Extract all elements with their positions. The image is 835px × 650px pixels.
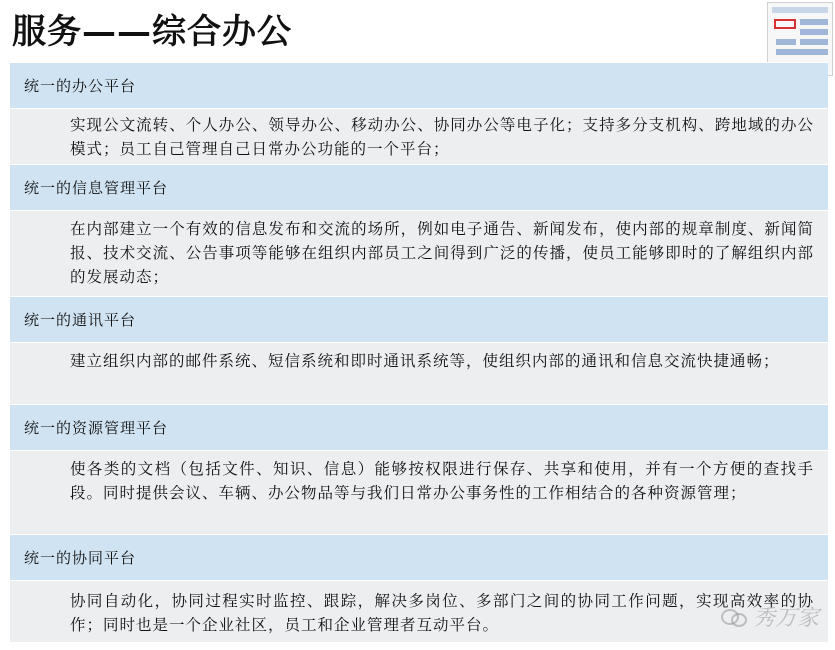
section-heading: 统一的办公平台 (10, 62, 828, 108)
section-body: 建立组织内部的邮件系统、短信系统和即时通讯系统等，使组织内部的通讯和信息交流快捷通畅； (10, 342, 828, 404)
section-body: 实现公文流转、个人办公、领导办公、移动办公、协同办公等电子化；支持多分支机构、跨地域的办公模式；员工自己管理自己日常办公功能的一个平台； (10, 108, 828, 164)
section-heading: 统一的信息管理平台 (10, 164, 828, 210)
watermark (721, 601, 819, 632)
section-heading: 统一的协同平台 (10, 534, 828, 580)
wechat-icon (721, 607, 747, 627)
page-title: 服务——综合办公 (12, 12, 292, 52)
section-body: 协同自动化，协同过程实时监控、跟踪，解决多岗位、多部门之间的协同工作问题，实现高效率的协作；同时也是一个企业社区，员工和企业管理者互动平台。 (10, 580, 828, 642)
section-heading: 统一的资源管理平台 (10, 404, 828, 450)
section-body: 在内部建立一个有效的信息发布和交流的场所，例如电子通告、新闻发布，使内部的规章制度、新闻简报、技术交流、公告事项等能够在组织内部员工之间得到广泛的传播，使员工能够即时的了解组织内部的发展动态； (10, 210, 828, 296)
watermark-text: 秀万家 (752, 606, 819, 631)
content-list (10, 62, 828, 642)
section-heading: 统一的通讯平台 (10, 296, 828, 342)
section-body: 使各类的文档（包括文件、知识、信息）能够按权限进行保存、共享和使用，并有一个方便的查找手段。同时提供会议、车辆、办公物品等与我们日常办公事务性的工作相结合的各种资源管理； (10, 450, 828, 534)
